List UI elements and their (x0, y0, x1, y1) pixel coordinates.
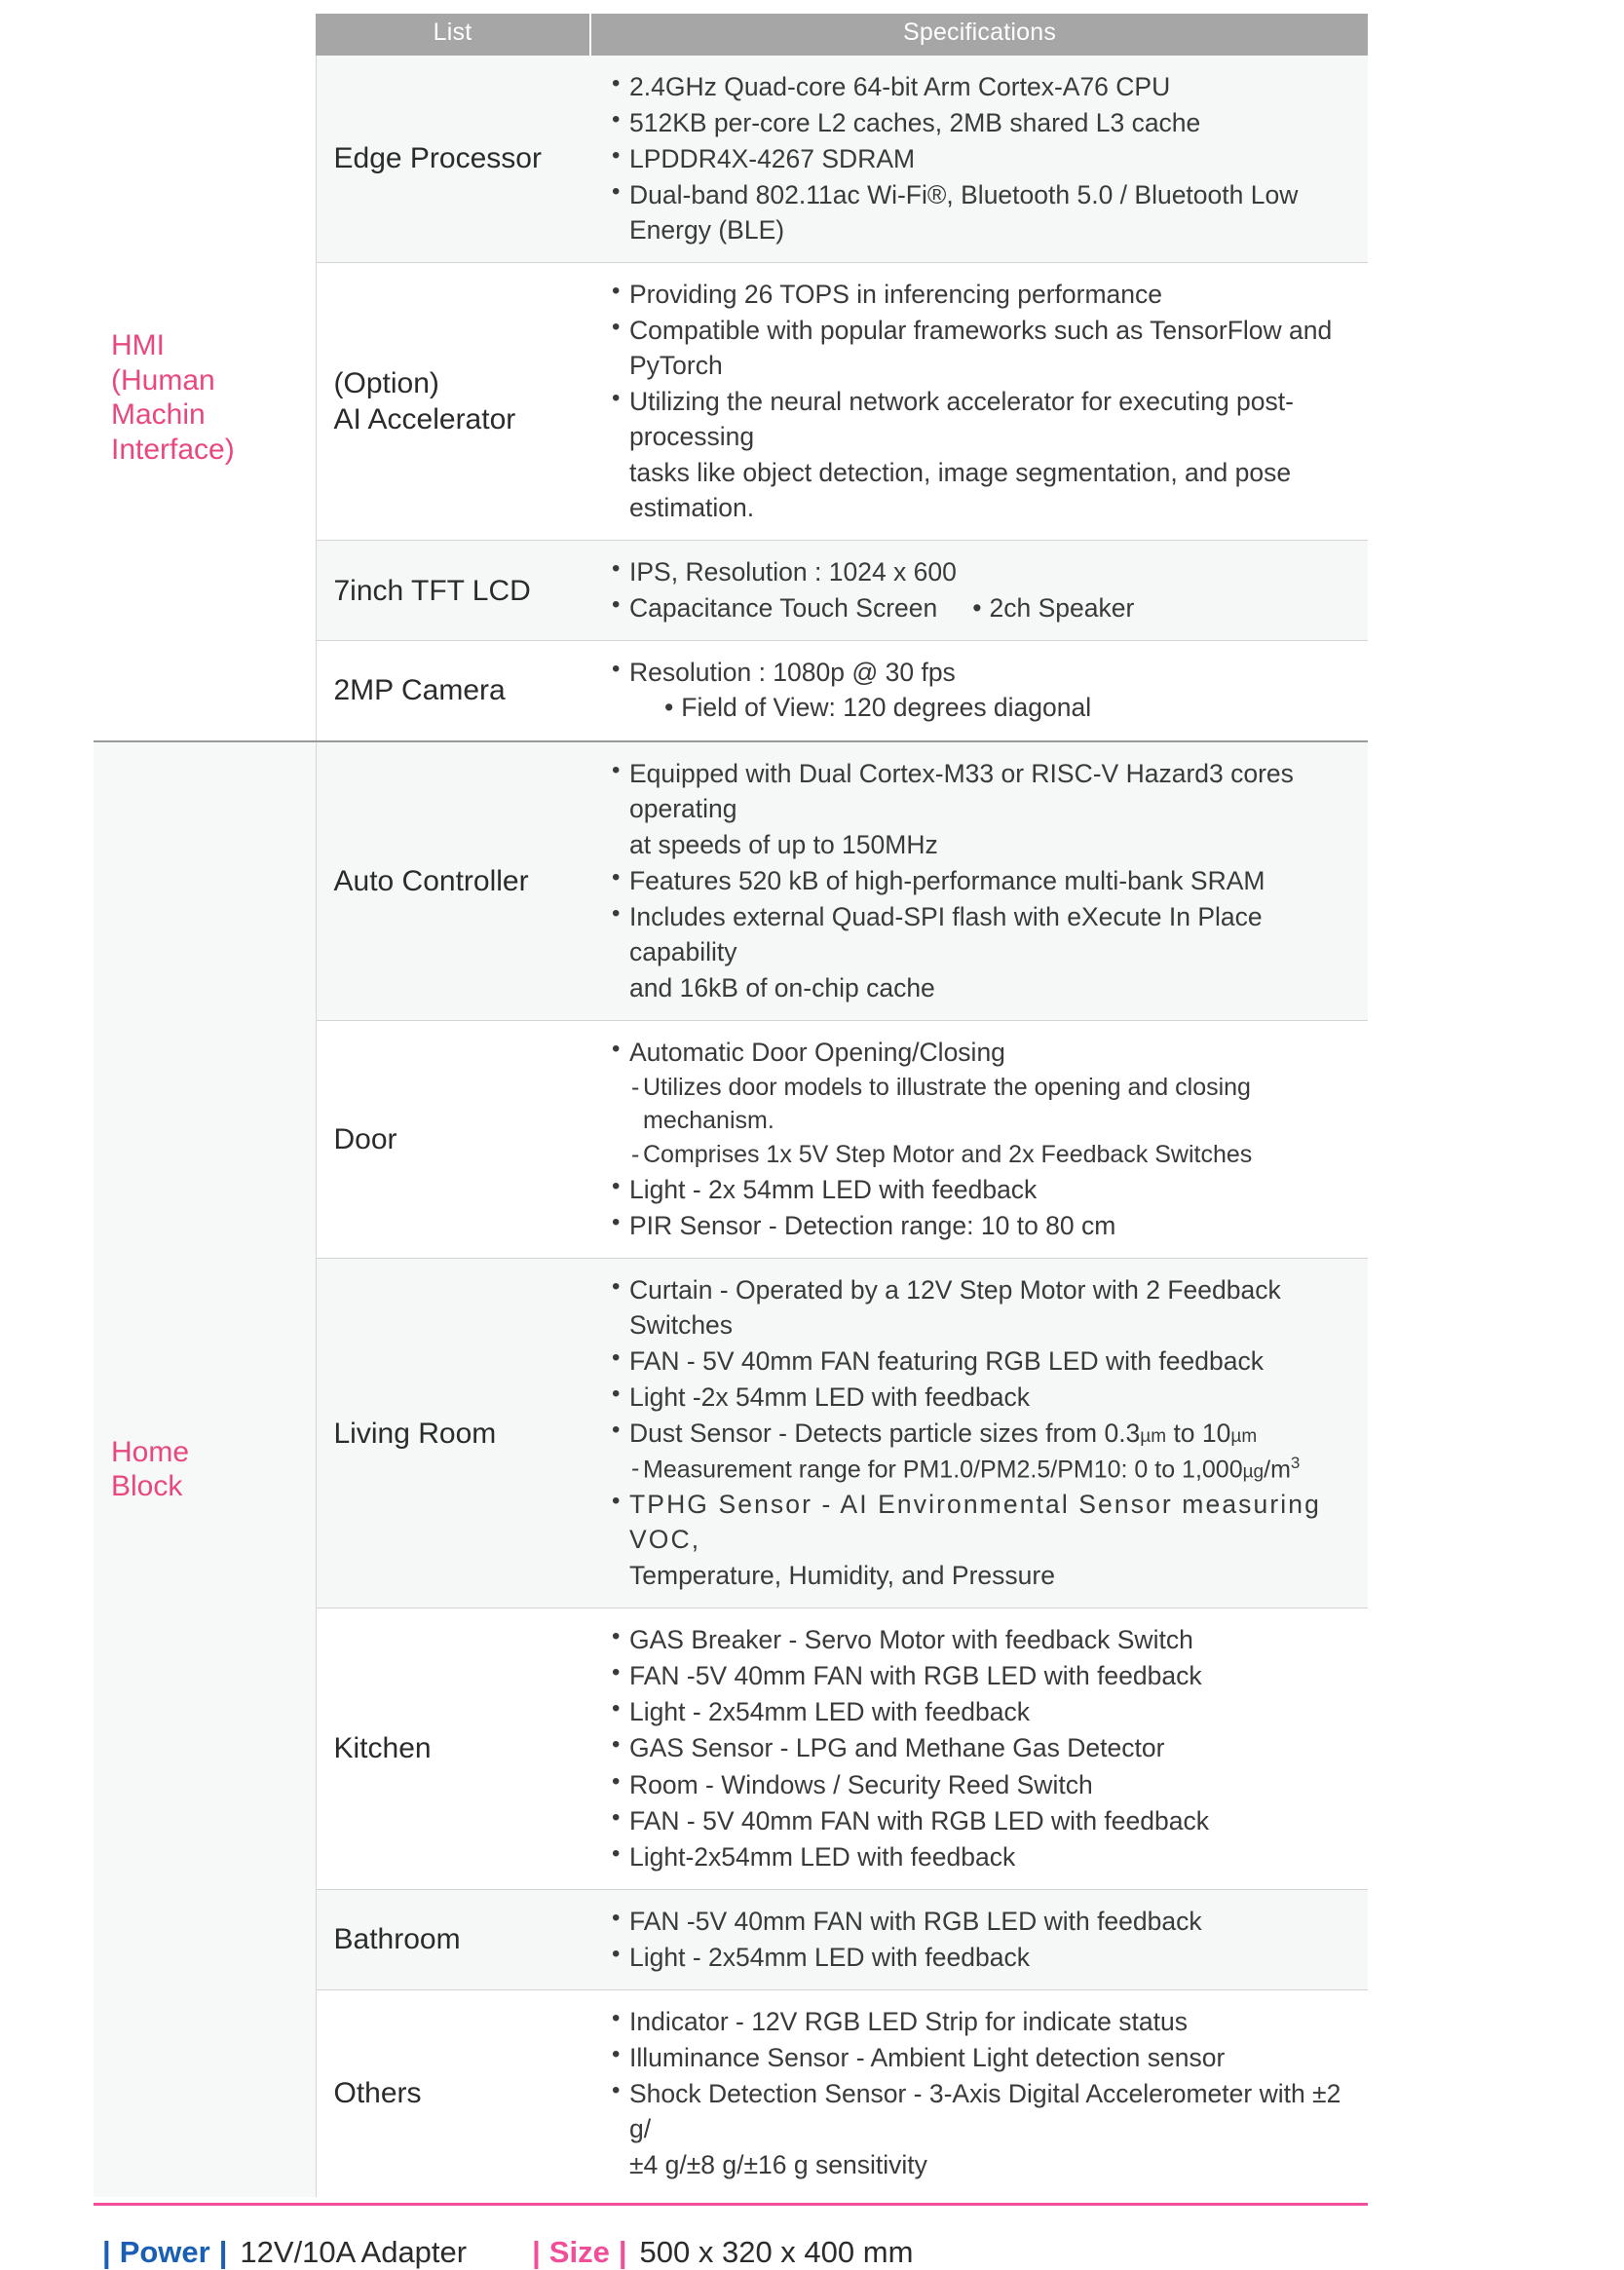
size-value: 500 x 320 x 400 mm (639, 2234, 914, 2269)
spec-cell-edge-processor (590, 56, 1368, 263)
unit-exponent: 3 (1290, 1453, 1301, 1472)
spec-sub-bullet: - Comprises 1x 5V Step Motor and 2x Feedback Switches (610, 1138, 1360, 1171)
footer-size-group (523, 2235, 913, 2270)
spec-bullet: • Light -2x 54mm LED with feedback (610, 1380, 1360, 1415)
spec-cell-others (590, 1989, 1368, 2197)
power-bar-left: | (102, 2234, 111, 2269)
spec-cell-kitchen (590, 1608, 1368, 1889)
list-item-door: Door (316, 1020, 590, 1258)
list-item-2mp-camera: 2MP Camera (316, 641, 590, 741)
spec-bullet: • Compatible with popular frameworks such as TensorFlow and PyTorch (610, 313, 1360, 383)
spec-bullet-tphg: • TPHG Sensor - AI Environmental Sensor measuring VOC, (610, 1487, 1360, 1557)
spec-bullet-continuation: ±4 g/±8 g/±16 g sensitivity (629, 2149, 927, 2179)
list-item-kitchen: Kitchen (316, 1608, 590, 1889)
spec-list (610, 756, 1360, 1005)
spec-sub-bullet-pm-range (610, 1452, 1360, 1486)
spec-cell-ai-accelerator (590, 263, 1368, 541)
spec-bullet: • FAN - 5V 40mm FAN with RGB LED with feedback (610, 1803, 1360, 1838)
footer-power-group (94, 2235, 467, 2270)
spec-bullet (610, 590, 1360, 625)
spec-bullet: • 2.4GHz Quad-core 64-bit Arm Cortex-A76 CPU (610, 69, 1360, 104)
list-item-ai-accelerator-line1: (Option) (333, 367, 439, 400)
spec-list (610, 554, 1360, 625)
spec-bullet: • LPDDR4X-4267 SDRAM (610, 141, 1360, 176)
header-specifications: Specifications (590, 14, 1368, 56)
group-home-line1: Home (111, 1435, 190, 1468)
spec-list (610, 2004, 1360, 2182)
spec-bullet: • FAN - 5V 40mm FAN featuring RGB LED with feedback (610, 1343, 1360, 1379)
list-item-auto-controller: Auto Controller (316, 741, 590, 1021)
header-blank (94, 14, 316, 56)
spec-list (610, 1904, 1360, 1975)
spec-bullet: • FAN -5V 40mm FAN with RGB LED with feedback (610, 1658, 1360, 1693)
spec-bullet: • Light - 2x54mm LED with feedback (610, 1694, 1360, 1729)
group-label-home-block (94, 741, 316, 2197)
footer-divider (94, 2203, 1368, 2206)
list-item-edge-processor: Edge Processor (316, 56, 590, 263)
spec-bullet: • Room - Windows / Security Reed Switch (610, 1767, 1360, 1802)
spec-bullet: • Utilizing the neural network accelerator for executing post-processing (610, 384, 1360, 454)
size-bar-right: | (618, 2234, 627, 2269)
spec-cell-2mp-camera (590, 641, 1368, 741)
power-bar-right: | (218, 2234, 228, 2269)
group-hmi-line1: HMI (111, 329, 165, 362)
spec-bullet-dust-sensor (610, 1416, 1360, 1451)
spec-text-secondary: • Field of View: 120 degrees diagonal (664, 690, 1091, 725)
spec-cell-living-room (590, 1258, 1368, 1608)
spec-bullet: • FAN -5V 40mm FAN with RGB LED with feedback (610, 1904, 1360, 1939)
spec-list (610, 1622, 1360, 1873)
spec-bullet: • Equipped with Dual Cortex-M33 or RISC-V Hazard3 cores operating (610, 756, 1360, 826)
group-label-hmi (94, 56, 316, 741)
footer (94, 2235, 1368, 2270)
group-home-line2: Block (111, 1470, 183, 1503)
list-item-ai-accelerator (316, 263, 590, 541)
spec-cell-bathroom (590, 1889, 1368, 1989)
spec-text: Capacitance Touch Screen (629, 593, 938, 624)
table-header-row (94, 14, 1368, 56)
unit-micrometer: µm (1140, 1425, 1167, 1447)
header-list: List (316, 14, 590, 56)
spec-cell-tft-lcd (590, 541, 1368, 641)
unit-per-meter: /m (1264, 1456, 1291, 1484)
group-hmi-line3: Interface) (111, 433, 235, 466)
spec-bullet: • Providing 26 TOPS in inferencing performance (610, 277, 1360, 312)
spec-bullet: • IPS, Resolution : 1024 x 600 (610, 554, 1360, 589)
spec-bullet: • 512KB per-core L2 caches, 2MB shared L3 cache (610, 105, 1360, 140)
table-row (94, 56, 1368, 263)
spec-cell-auto-controller (590, 741, 1368, 1021)
spec-bullet: • GAS Breaker - Servo Motor with feedback Switch (610, 1622, 1360, 1657)
spec-bullet: • PIR Sensor - Detection range: 10 to 80 cm (610, 1208, 1360, 1243)
spec-bullet-continuation: tasks like object detection, image segmentation, and pose estimation. (629, 458, 1292, 523)
spec-text-to10: to 10 (1166, 1418, 1231, 1448)
spec-text: Resolution : 1080p @ 30 fps (629, 658, 956, 688)
spec-bullet: • Automatic Door Opening/Closing (610, 1035, 1360, 1070)
spec-text-secondary: • 2ch Speaker (972, 590, 1134, 625)
spec-list (610, 655, 1360, 725)
power-label: Power (119, 2234, 210, 2269)
spec-list (610, 277, 1360, 525)
spec-bullet (610, 655, 1360, 725)
group-hmi-line2: (Human Machin (111, 363, 215, 432)
size-label: Size (548, 2234, 610, 2269)
spec-bullet: • Indicator - 12V RGB LED Strip for indicate status (610, 2004, 1360, 2039)
list-item-bathroom: Bathroom (316, 1889, 590, 1989)
list-item-living-room: Living Room (316, 1258, 590, 1608)
spec-bullet-continuation: Temperature, Humidity, and Pressure (629, 1561, 1055, 1591)
spec-bullet: • Light - 2x54mm LED with feedback (610, 1940, 1360, 1975)
power-value: 12V/10A Adapter (240, 2234, 468, 2269)
spec-list (610, 1035, 1360, 1243)
spec-bullet: • Light-2x54mm LED with feedback (610, 1839, 1360, 1874)
list-item-ai-accelerator-line2: AI Accelerator (333, 403, 516, 436)
table-row (94, 741, 1368, 1021)
spec-bullet-continuation: and 16kB of on-chip cache (629, 972, 935, 1003)
list-item-tft-lcd: 7inch TFT LCD (316, 541, 590, 641)
spec-text: Measurement range for PM1.0/PM2.5/PM10: 0 to 1,000 (643, 1456, 1243, 1484)
spec-list (610, 1272, 1360, 1594)
size-bar-left: | (532, 2234, 541, 2269)
spec-bullet: • Features 520 kB of high-performance multi-bank SRAM (610, 863, 1360, 898)
spec-bullet: • Includes external Quad-SPI flash with eXecute In Place capability (610, 899, 1360, 969)
spec-sub-bullet: - Utilizes door models to illustrate the opening and closing mechanism. (610, 1071, 1360, 1137)
spec-bullet: • GAS Sensor - LPG and Methane Gas Detector (610, 1730, 1360, 1765)
spec-text: Dust Sensor - Detects particle sizes from 0.3 (629, 1418, 1141, 1448)
spec-bullet-continuation: at speeds of up to 150MHz (629, 829, 938, 859)
spec-bullet: • Illuminance Sensor - Ambient Light detection sensor (610, 2040, 1360, 2075)
specifications-table (94, 14, 1368, 2197)
spec-bullet: • Dual-band 802.11ac Wi-Fi®, Bluetooth 5.0 / Bluetooth Low Energy (BLE) (610, 177, 1360, 247)
spec-bullet: • Light - 2x 54mm LED with feedback (610, 1172, 1360, 1207)
unit-micrometer: µm (1230, 1425, 1258, 1447)
spec-cell-door (590, 1020, 1368, 1258)
list-item-others: Others (316, 1989, 590, 2197)
spec-bullet: • Curtain - Operated by a 12V Step Motor with 2 Feedback Switches (610, 1272, 1360, 1343)
spec-list (610, 69, 1360, 247)
spec-bullet: • Shock Detection Sensor - 3-Axis Digital Accelerometer with ±2 g/ (610, 2076, 1360, 2146)
unit-microgram: µg (1242, 1461, 1265, 1483)
